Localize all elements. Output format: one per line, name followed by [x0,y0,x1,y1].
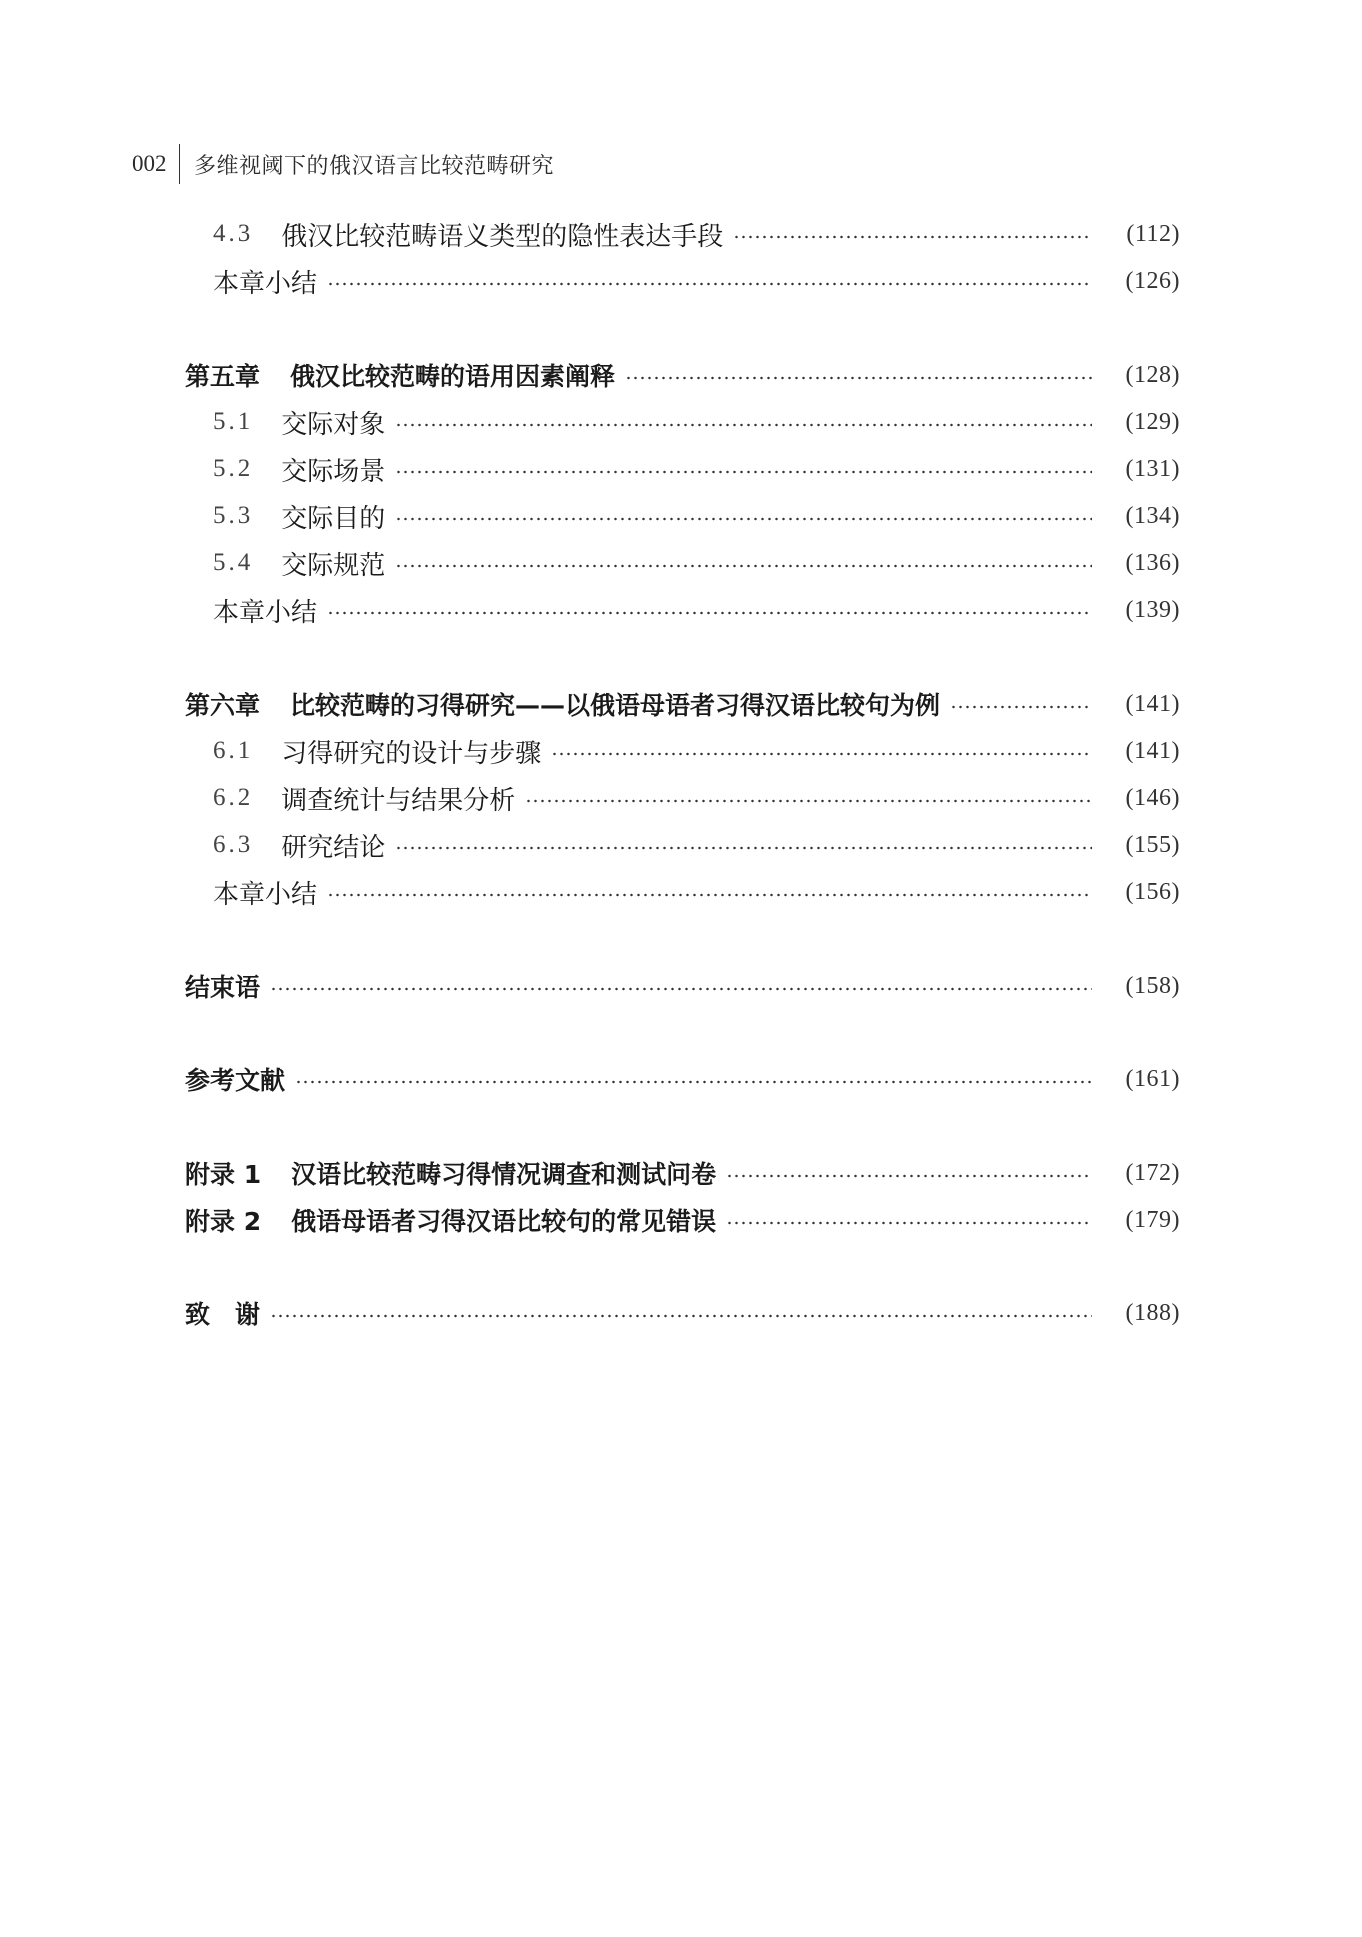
toc-entry-text [213,216,1102,253]
toc-entry[interactable] [213,212,1180,256]
chapter-prefix: 第六章 [185,691,261,720]
section-number: 6.1 [213,737,254,764]
running-header [132,142,554,186]
dot-leader [395,423,1092,427]
toc-entry-text [185,1202,1102,1238]
toc-entry-text [213,545,1102,582]
toc-entry[interactable] [213,823,1180,867]
toc-entry[interactable] [213,588,1180,632]
page-ref: (146) [1125,784,1180,811]
page-ref: (155) [1125,831,1180,858]
entry-title: 交际场景 [281,456,386,487]
toc-entry-text [213,263,1102,300]
dot-leader [625,376,1092,380]
section-number: 5.4 [213,549,254,576]
entry-title: 本章小结 [213,597,318,628]
toc-entry[interactable] [213,541,1180,585]
entry-title: 参考文献 [185,1066,286,1095]
entry-title: 俄汉比较范畴的语用因素阐释 [290,362,616,391]
toc-entry[interactable] [213,776,1180,820]
section-number: 6.2 [213,784,254,811]
dot-leader [295,1080,1092,1084]
page-ref: (136) [1125,549,1180,576]
page-ref: (141) [1125,737,1180,764]
toc-entry-text [213,874,1102,911]
dot-leader [950,705,1092,709]
dot-leader [726,1221,1092,1225]
page-number: 002 [132,151,167,176]
page-ref: (129) [1125,408,1180,435]
toc-entry-text [213,404,1102,441]
toc-entry-text [213,733,1102,770]
dot-leader [270,987,1092,991]
page-ref: (134) [1125,502,1180,529]
toc-entry-text [185,1061,1102,1097]
section-number: 6.3 [213,831,254,858]
toc-entry[interactable] [185,353,1180,397]
entry-title: 汉语比较范畴习得情况调查和测试问卷 [291,1160,717,1189]
page-ref: (156) [1125,878,1180,905]
page-ref: (172) [1125,1159,1180,1186]
toc-entry[interactable] [185,682,1180,726]
toc-entry[interactable] [213,494,1180,538]
entry-title: 俄汉比较范畴语义类型的隐性表达手段 [281,221,724,252]
page-ref: (112) [1126,220,1180,247]
page-ref: (158) [1125,972,1180,999]
entry-title: 比较范畴的习得研究——以俄语母语者习得汉语比较句为例 [290,691,941,720]
page-ref: (188) [1125,1299,1180,1326]
toc-entry[interactable] [185,1291,1180,1335]
dot-leader [270,1314,1092,1318]
toc-entry[interactable] [213,400,1180,444]
page-ref: (161) [1125,1065,1180,1092]
dot-leader [726,1174,1092,1178]
toc-entry[interactable] [185,1198,1180,1242]
page-ref: (179) [1125,1206,1180,1233]
entry-title: 调查统计与结果分析 [281,785,516,816]
toc-entry[interactable] [185,964,1180,1008]
page-ref: (128) [1125,361,1180,388]
toc-entry-text [213,498,1102,535]
toc-entry-text [185,1155,1102,1191]
entry-title: 致 谢 [185,1300,261,1329]
chapter-prefix: 第五章 [185,362,261,391]
chapter-prefix: 附录 1 [185,1160,262,1189]
dot-leader [551,752,1092,756]
entry-title: 习得研究的设计与步骤 [281,738,542,769]
toc-entry[interactable] [213,870,1180,914]
toc-entry[interactable] [185,1057,1180,1101]
entry-title: 交际目的 [281,503,386,534]
toc-entry-text [213,451,1102,488]
page-ref: (141) [1125,690,1180,717]
toc-entry[interactable] [213,259,1180,303]
toc-entry[interactable] [185,1151,1180,1195]
section-number: 4.3 [213,220,254,247]
section-number: 5.1 [213,408,254,435]
dot-leader [733,235,1092,239]
dot-leader [395,564,1092,568]
page-ref: (139) [1125,596,1180,623]
toc-entry-text [213,780,1102,817]
dot-leader [525,799,1092,803]
header-divider [179,144,181,184]
toc-entry-text [185,357,1102,393]
dot-leader [327,282,1092,286]
toc-entry-text [185,686,1102,722]
entry-title: 本章小结 [213,268,318,299]
entry-title: 本章小结 [213,879,318,910]
section-number: 5.2 [213,455,254,482]
chapter-prefix: 附录 2 [185,1207,262,1236]
section-number: 5.3 [213,502,254,529]
toc-entry-text [213,592,1102,629]
dot-leader [395,517,1092,521]
toc-entry[interactable] [213,447,1180,491]
entry-title: 俄语母语者习得汉语比较句的常见错误 [291,1207,717,1236]
entry-title: 交际对象 [281,409,386,440]
page-ref: (131) [1125,455,1180,482]
entry-title: 研究结论 [281,832,386,863]
dot-leader [395,846,1092,850]
dot-leader [327,611,1092,615]
dot-leader [327,893,1092,897]
toc-entry-text [185,1295,1102,1331]
toc-entry[interactable] [213,729,1180,773]
toc-entry-text [185,968,1102,1004]
entry-title: 交际规范 [281,550,386,581]
toc-entry-text [213,827,1102,864]
page-ref: (126) [1125,267,1180,294]
entry-title: 结束语 [185,973,261,1002]
book-title: 多维视阈下的俄汉语言比较范畴研究 [194,153,555,179]
dot-leader [395,470,1092,474]
